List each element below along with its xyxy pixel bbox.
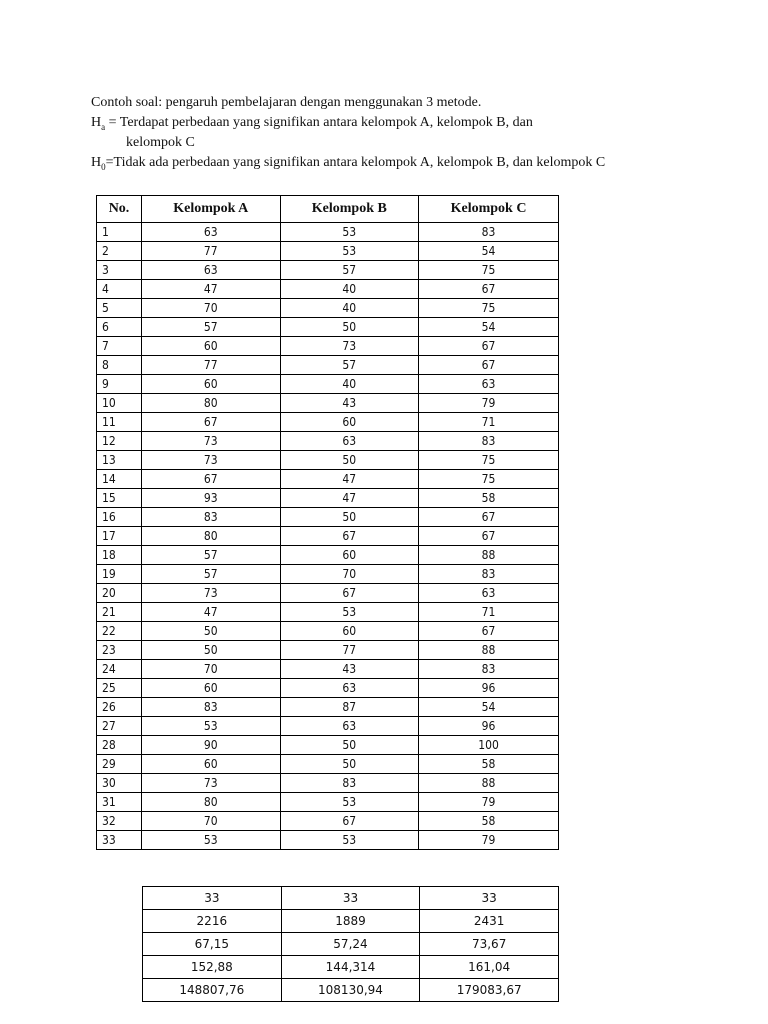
- h0-subscript: 0: [101, 161, 106, 172]
- table-row-cell: 40: [280, 299, 419, 318]
- table-row-cell: 87: [280, 698, 419, 717]
- table-row-cell: 57: [280, 261, 419, 280]
- header-kelompok-c: Kelompok C: [419, 196, 559, 223]
- table-row: [97, 261, 559, 280]
- table-row-cell: 93: [142, 489, 281, 508]
- table-row-cell: 83: [280, 774, 419, 793]
- table-row-cell: 77: [280, 641, 419, 660]
- table-row-cell: 67: [419, 356, 559, 375]
- table-row-cell: 60: [280, 413, 419, 432]
- summary-row: [143, 887, 559, 910]
- table-row-cell: 22: [97, 622, 142, 641]
- table-row-cell: 63: [280, 679, 419, 698]
- table-row-cell: 23: [97, 641, 142, 660]
- table-row-cell: 40: [280, 375, 419, 394]
- table-row-cell: 80: [142, 394, 281, 413]
- summary-row-cell: 33: [143, 887, 282, 910]
- table-row-cell: 47: [142, 603, 281, 622]
- ha-label: H: [91, 115, 102, 130]
- table-row-cell: 63: [419, 375, 559, 394]
- table-row-cell: 13: [97, 451, 142, 470]
- summary-row-cell: 33: [281, 887, 420, 910]
- null-hypothesis: [91, 153, 731, 173]
- table-row-cell: 12: [97, 432, 142, 451]
- alternative-hypothesis-continuation: kelompok C: [126, 135, 195, 150]
- table-row-cell: 71: [419, 413, 559, 432]
- table-row-cell: 1: [97, 223, 142, 242]
- table-row: [97, 736, 559, 755]
- table-row-cell: 53: [280, 242, 419, 261]
- table-row: [97, 717, 559, 736]
- table-row-cell: 2: [97, 242, 142, 261]
- table-row-cell: 18: [97, 546, 142, 565]
- table-row-cell: 73: [142, 774, 281, 793]
- table-row-cell: 21: [97, 603, 142, 622]
- table-row-cell: 67: [419, 527, 559, 546]
- table-row: [97, 489, 559, 508]
- table-row: [97, 812, 559, 831]
- table-row-cell: 53: [142, 831, 281, 850]
- table-row-cell: 50: [280, 755, 419, 774]
- header-no: No.: [97, 196, 142, 223]
- table-row-cell: 40: [280, 280, 419, 299]
- table-row-cell: 77: [142, 242, 281, 261]
- table-row-cell: 53: [142, 717, 281, 736]
- table-row: [97, 375, 559, 394]
- ha-subscript: a: [101, 121, 106, 132]
- summary-row-cell: 179083,67: [420, 979, 559, 1002]
- table-row-cell: 47: [280, 489, 419, 508]
- table-row: [97, 774, 559, 793]
- table-row-cell: 9: [97, 375, 142, 394]
- table-row-cell: 83: [419, 660, 559, 679]
- data-table: [96, 195, 559, 850]
- table-row: [97, 679, 559, 698]
- table-row-cell: 60: [142, 679, 281, 698]
- summary-row-cell: 57,24: [281, 933, 420, 956]
- summary-row-cell: 2216: [143, 910, 282, 933]
- table-row-cell: 10: [97, 394, 142, 413]
- summary-row-cell: 161,04: [420, 956, 559, 979]
- table-row: [97, 793, 559, 812]
- table-row: [97, 356, 559, 375]
- table-row-cell: 75: [419, 299, 559, 318]
- table-row-cell: 11: [97, 413, 142, 432]
- table-row-cell: 3: [97, 261, 142, 280]
- table-row-cell: 79: [419, 831, 559, 850]
- table-row-cell: 57: [280, 356, 419, 375]
- table-row: [97, 831, 559, 850]
- table-row: [97, 603, 559, 622]
- summary-row-cell: 2431: [420, 910, 559, 933]
- table-row-cell: 6: [97, 318, 142, 337]
- table-row: [97, 299, 559, 318]
- table-row: [97, 546, 559, 565]
- problem-statement: Contoh soal: pengaruh pembelajaran dengan menggunakan 3 metode.: [91, 95, 482, 110]
- table-row: [97, 223, 559, 242]
- alternative-hypothesis: [91, 113, 731, 133]
- table-row-cell: 83: [419, 223, 559, 242]
- table-row-cell: 7: [97, 337, 142, 356]
- table-row-cell: 67: [280, 812, 419, 831]
- table-row-cell: 63: [280, 717, 419, 736]
- table-row-cell: 90: [142, 736, 281, 755]
- table-row: [97, 622, 559, 641]
- table-row: [97, 584, 559, 603]
- table-row-cell: 26: [97, 698, 142, 717]
- summary-row-cell: 73,67: [420, 933, 559, 956]
- table-row: [97, 318, 559, 337]
- table-row-cell: 53: [280, 223, 419, 242]
- header-kelompok-b: Kelompok B: [280, 196, 419, 223]
- h0-label: H: [91, 155, 102, 170]
- table-row: [97, 698, 559, 717]
- summary-row-cell: 67,15: [143, 933, 282, 956]
- table-row-cell: 53: [280, 831, 419, 850]
- table-row-cell: 73: [142, 584, 281, 603]
- table-row-cell: 29: [97, 755, 142, 774]
- table-row-cell: 54: [419, 698, 559, 717]
- summary-row-cell: 144,314: [281, 956, 420, 979]
- table-row-cell: 75: [419, 470, 559, 489]
- table-row-cell: 67: [419, 280, 559, 299]
- summary-row-cell: 152,88: [143, 956, 282, 979]
- table-row-cell: 20: [97, 584, 142, 603]
- table-row: [97, 280, 559, 299]
- table-row-cell: 71: [419, 603, 559, 622]
- summary-body: [143, 887, 559, 1002]
- table-row-cell: 31: [97, 793, 142, 812]
- table-row-cell: 57: [142, 318, 281, 337]
- table-row-cell: 60: [142, 337, 281, 356]
- table-row-cell: 63: [280, 432, 419, 451]
- table-row-cell: 73: [142, 432, 281, 451]
- table-row-cell: 19: [97, 565, 142, 584]
- table-row: [97, 242, 559, 261]
- summary-row: [143, 979, 559, 1002]
- table-row-cell: 88: [419, 546, 559, 565]
- table-row-cell: 16: [97, 508, 142, 527]
- table-row: [97, 337, 559, 356]
- table-row: [97, 527, 559, 546]
- table-row-cell: 50: [142, 641, 281, 660]
- table-row-cell: 50: [280, 736, 419, 755]
- table-row-cell: 70: [142, 299, 281, 318]
- table-row-cell: 100: [419, 736, 559, 755]
- table-row-cell: 60: [142, 375, 281, 394]
- table-row-cell: 67: [142, 470, 281, 489]
- table-row-cell: 54: [419, 318, 559, 337]
- summary-row: [143, 956, 559, 979]
- table-row-cell: 80: [142, 527, 281, 546]
- table-row: [97, 394, 559, 413]
- table-row-cell: 79: [419, 394, 559, 413]
- table-row-cell: 43: [280, 660, 419, 679]
- table-row-cell: 17: [97, 527, 142, 546]
- table-row-cell: 57: [142, 546, 281, 565]
- table-row: [97, 508, 559, 527]
- summary-row-cell: 1889: [281, 910, 420, 933]
- table-row-cell: 88: [419, 641, 559, 660]
- table-row-cell: 30: [97, 774, 142, 793]
- table-row-cell: 43: [280, 394, 419, 413]
- table-row-cell: 73: [142, 451, 281, 470]
- ha-text: = Terdapat perbedaan yang signifikan antara kelompok A, kelompok B, dan: [105, 115, 533, 130]
- table-row-cell: 50: [280, 318, 419, 337]
- table-row: [97, 470, 559, 489]
- table-row-cell: 70: [142, 812, 281, 831]
- table-row-cell: 63: [142, 261, 281, 280]
- summary-row-cell: 33: [420, 887, 559, 910]
- table-row-cell: 47: [142, 280, 281, 299]
- table-row-cell: 75: [419, 261, 559, 280]
- summary-row: [143, 910, 559, 933]
- table-row-cell: 54: [419, 242, 559, 261]
- table-row-cell: 63: [419, 584, 559, 603]
- table-row-cell: 27: [97, 717, 142, 736]
- table-row-cell: 67: [280, 584, 419, 603]
- table-row-cell: 32: [97, 812, 142, 831]
- table-row-cell: 73: [280, 337, 419, 356]
- table-row-cell: 67: [419, 508, 559, 527]
- table-row-cell: 58: [419, 812, 559, 831]
- table-row-cell: 96: [419, 717, 559, 736]
- table-row-cell: 4: [97, 280, 142, 299]
- summary-table: [142, 886, 559, 1002]
- table-row-cell: 70: [280, 565, 419, 584]
- table-row-cell: 60: [280, 546, 419, 565]
- table-row-cell: 53: [280, 793, 419, 812]
- table-body: [97, 223, 559, 850]
- table-row-cell: 83: [142, 508, 281, 527]
- table-row-cell: 67: [419, 622, 559, 641]
- table-row-cell: 50: [280, 508, 419, 527]
- table-row-cell: 5: [97, 299, 142, 318]
- table-row: [97, 432, 559, 451]
- table-row-cell: 15: [97, 489, 142, 508]
- table-row: [97, 641, 559, 660]
- table-row-cell: 24: [97, 660, 142, 679]
- table-row-cell: 79: [419, 793, 559, 812]
- table-row-cell: 50: [142, 622, 281, 641]
- table-row-cell: 28: [97, 736, 142, 755]
- table-row-cell: 70: [142, 660, 281, 679]
- table-row-cell: 96: [419, 679, 559, 698]
- table-row-cell: 58: [419, 489, 559, 508]
- table-row-cell: 47: [280, 470, 419, 489]
- table-row-cell: 63: [142, 223, 281, 242]
- table-row-cell: 83: [419, 432, 559, 451]
- table-row: [97, 451, 559, 470]
- table-row-cell: 67: [142, 413, 281, 432]
- table-row-cell: 50: [280, 451, 419, 470]
- table-row-cell: 53: [280, 603, 419, 622]
- table-row-cell: 88: [419, 774, 559, 793]
- table-row-cell: 77: [142, 356, 281, 375]
- table-row-cell: 57: [142, 565, 281, 584]
- table-row-cell: 83: [419, 565, 559, 584]
- summary-row: [143, 933, 559, 956]
- table-row-cell: 25: [97, 679, 142, 698]
- table-row: [97, 660, 559, 679]
- table-row-cell: 67: [419, 337, 559, 356]
- table-row-cell: 14: [97, 470, 142, 489]
- table-row-cell: 8: [97, 356, 142, 375]
- table-row: [97, 413, 559, 432]
- table-row-cell: 60: [142, 755, 281, 774]
- table-row-cell: 58: [419, 755, 559, 774]
- header-kelompok-a: Kelompok A: [142, 196, 281, 223]
- table-row-cell: 75: [419, 451, 559, 470]
- table-header-row: [97, 196, 559, 223]
- table-row-cell: 80: [142, 793, 281, 812]
- table-row-cell: 60: [280, 622, 419, 641]
- intro-text: [91, 93, 731, 173]
- summary-row-cell: 108130,94: [281, 979, 420, 1002]
- h0-text: =Tidak ada perbedaan yang signifikan antara kelompok A, kelompok B, dan kelompok C: [105, 155, 606, 170]
- table-row-cell: 67: [280, 527, 419, 546]
- table-row-cell: 83: [142, 698, 281, 717]
- table-row: [97, 565, 559, 584]
- table-row-cell: 33: [97, 831, 142, 850]
- table-row: [97, 755, 559, 774]
- summary-row-cell: 148807,76: [143, 979, 282, 1002]
